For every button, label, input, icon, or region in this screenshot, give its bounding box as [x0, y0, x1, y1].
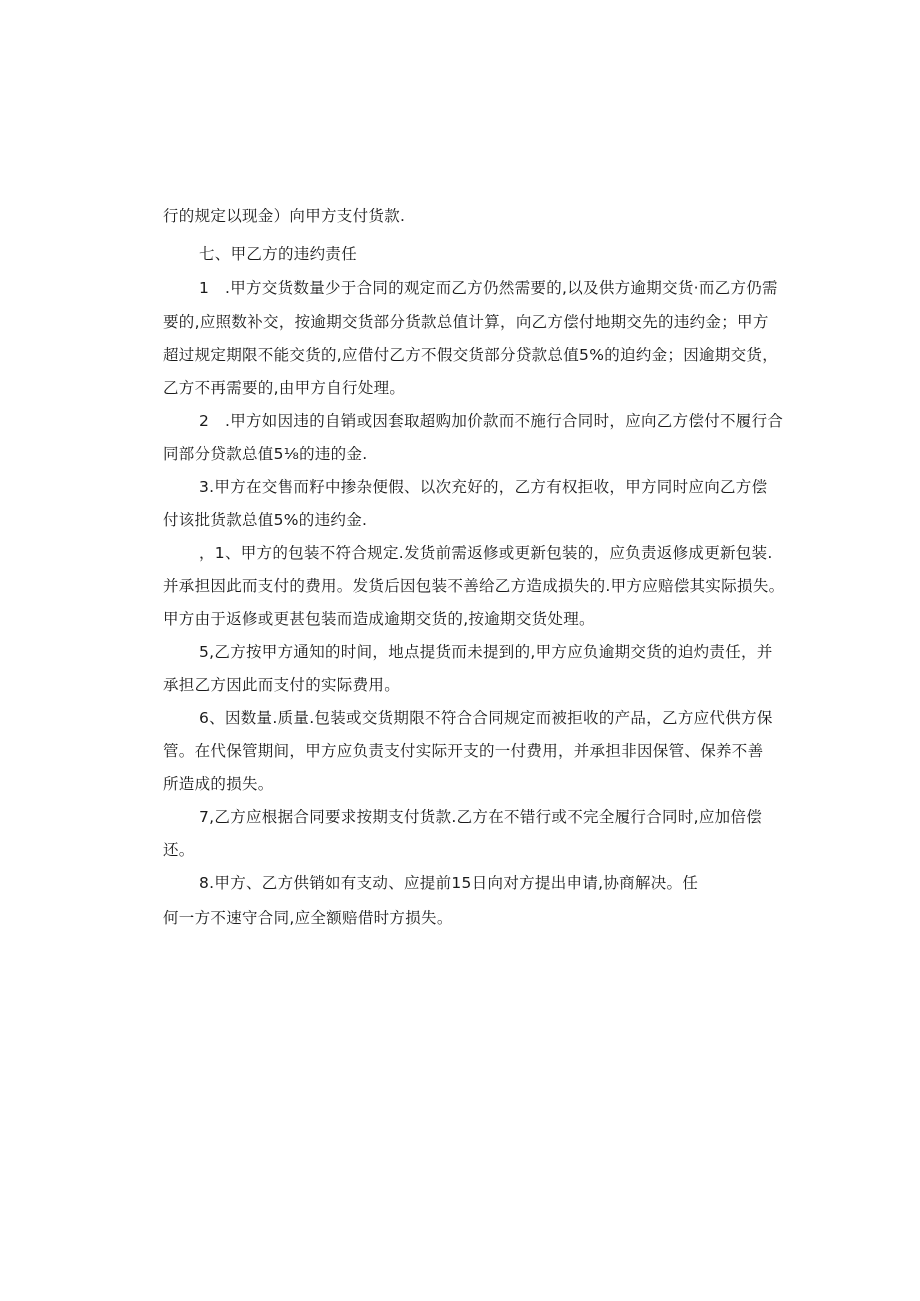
text-line-12: 并承担因此而支付的费用。发货后因包装不善给乙方造成损失的.甲方应赔偿其实际损失。	[163, 577, 785, 595]
text-line-21: 8.甲方、乙方供销如有支动、应提前15日向对方提出申请,协商解决。任	[199, 874, 699, 892]
text-line-15: 承担乙方因此而支付的实际费用。	[163, 676, 401, 694]
text-line-19: 7,乙方应根据合同要求按期支付货款.乙方在不错行或不完全履行合同时,应加倍偿	[199, 808, 763, 826]
text-line-14: 5,乙方按甲方通知的时间，地点提货而未提到的,甲方应负逾期交货的迫灼责任，并	[199, 643, 773, 661]
text-line-8: 同部分贷款总值5⅛的违的金.	[163, 445, 368, 463]
text-line-18: 所造成的损失。	[163, 775, 274, 793]
text-line-1: 行的规定以现金）向甲方支付货款.	[163, 207, 406, 225]
section-heading: 七、甲乙方的违约责任	[199, 245, 358, 263]
text-line-5: 超过规定期限不能交货的,应借付乙方不假交货部分贷款总值5%的迫约金；因逾期交货，	[163, 346, 779, 364]
text-line-7: 2 .甲方如因违的自销或因套取超购加价款而不施行合同时，应向乙方偿付不履行合	[199, 412, 784, 430]
text-line-10: 付该批货款总值5%的违约金.	[163, 511, 368, 529]
text-line-9: 3.甲方在交售而籽中掺杂便假、以次充好的，乙方有权拒收，甲方同时应向乙方偿	[199, 478, 768, 496]
text-line-4: 要的,应照数补交，按逾期交货部分货款总值计算，向乙方偿付地期交先的违约金；甲方	[163, 313, 769, 331]
text-line-6: 乙方不再需要的,由甲方自行处理。	[163, 379, 406, 397]
text-line-13: 甲方由于返修或更甚包装而造成逾期交货的,按逾期交货处理。	[163, 610, 595, 628]
text-line-11: ，1、甲方的包装不符合规定.发货前需返修或更新包装的，应负责返修成更新包装.	[199, 544, 773, 562]
text-line-20: 还。	[163, 841, 195, 859]
text-line-16: 6、因数量.质量.包装或交货期限不符合合同规定而被拒收的产品，乙方应代供方保	[199, 709, 773, 727]
text-line-17: 管。在代保管期间，甲方应负责支付实际开支的一付费用，并承担非因保管、保养不善	[163, 742, 764, 760]
text-line-3: 1 .甲方交货数量少于合同的观定而乙方仍然需要的,以及供方逾期交货·而乙方仍需	[199, 279, 778, 297]
text-line-22: 何一方不速守合同,应全额赔借时方损失。	[163, 909, 453, 927]
